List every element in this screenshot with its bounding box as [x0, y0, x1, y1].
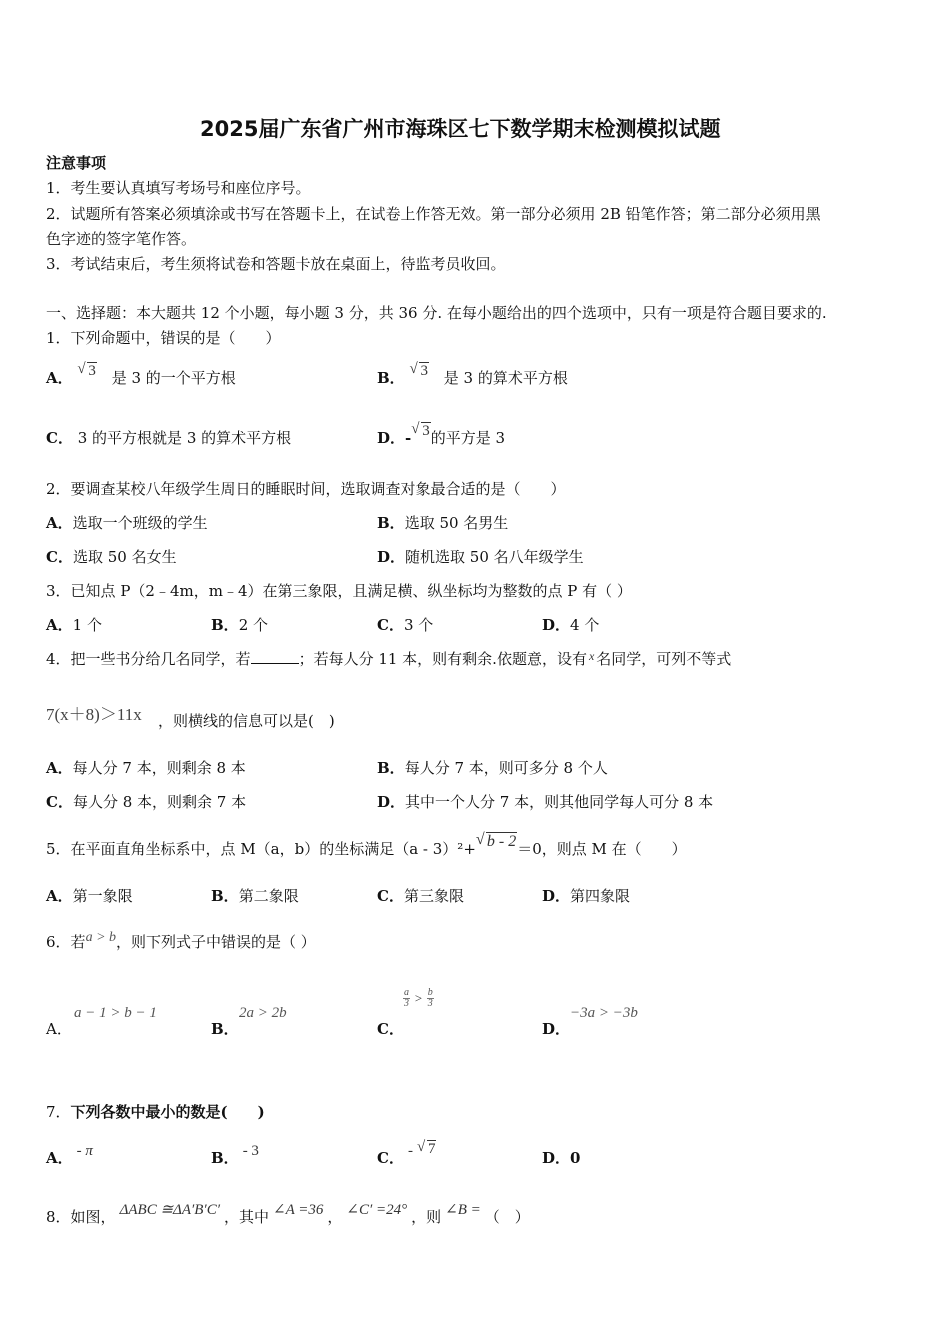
q4-option-a: A．每人分 7 本，则剩余 8 本 — [46, 759, 246, 777]
q4-option-c: C．每人分 8 本，则剩余 7 本 — [46, 793, 247, 811]
q7-option-c: C． - √ 7 — [377, 1139, 436, 1167]
option-label: D． — [377, 429, 406, 447]
question-number: 7． — [46, 1103, 71, 1121]
q6-option-c: $\frac{a}{3}$ > $\frac{b}{3}$ — [404, 987, 433, 1009]
q6-option-c-label: C． — [377, 1020, 404, 1038]
sqrt-expression: √ 3 — [411, 421, 430, 439]
q1-option-c — [46, 427, 291, 448]
sqrt-expression: √ b - 2 — [475, 831, 517, 850]
notice-item: 3．考试结束后，考生须将试卷和答题卡放在桌面上，待监考员收回。 — [46, 255, 506, 273]
q3-option-b: B．2 个 — [211, 616, 268, 634]
answer-blank — [251, 650, 299, 664]
q4-option-b: B．每人分 7 本，则可多分 8 个人 — [377, 759, 608, 777]
question-number: 2． — [46, 480, 71, 498]
question-8: 8．如图， ΔABC ≅ΔA′B′C′ ，其中 ∠A =36 ， ∠C′ =24° ，则 ∠B = （ ） — [46, 1202, 530, 1226]
q2-option-a: A．选取一个班级的学生 — [46, 514, 208, 532]
question-1 — [46, 327, 281, 348]
q2-option-b: B．选取 50 名男生 — [377, 514, 509, 532]
q5-option-d: D．第四象限 — [542, 887, 631, 905]
q5-option-a: A．第一象限 — [46, 887, 133, 905]
q6-option-a: a − 1 > b − 1 — [74, 1005, 157, 1021]
question-2 — [46, 478, 566, 499]
option-text: 是 3 的算术平方根 — [443, 369, 568, 387]
option-text: 3 的平方根就是 3 的算术平方根 — [77, 429, 292, 447]
page-title: 2025届广东省广州市海珠区七下数学期末检测模拟试题 — [200, 117, 721, 141]
option-text: 的平方是 3 — [430, 429, 506, 447]
q6-option-d-label: D． — [542, 1020, 571, 1038]
inequality: 7(x＋8)＞11x — [46, 705, 142, 724]
q2-option-c: C．选取 50 名女生 — [46, 548, 177, 566]
question-number: 8． — [46, 1208, 71, 1226]
q6-option-a-label: A． — [46, 1020, 72, 1038]
q7-option-b: B． - 3 — [211, 1143, 259, 1167]
question-number: 1． — [46, 329, 71, 347]
q6-option-d: −3a > −3b — [570, 1005, 638, 1021]
question-5: 5．在平面直角坐标系中，点 M（a，b）的坐标满足（a - 3）²+ √ b - 2＝0，则点 M 在（ ） — [46, 831, 687, 858]
question-stem: 下列命题中，错误的是（ ） — [70, 329, 281, 347]
q6-option-b: 2a > 2b — [239, 1005, 287, 1021]
notice-item: 1．考生要认真填写考场号和座位序号。 — [46, 179, 311, 197]
q3-option-d: D．4 个 — [542, 616, 600, 634]
sqrt-expression: √ 3 — [409, 361, 428, 379]
q3-option-a: A．1 个 — [46, 616, 102, 634]
option-text: 是 3 的一个平方根 — [111, 369, 236, 387]
q7-option-d: D．0 — [542, 1149, 581, 1167]
question-4-tail: ，则横线的信息可以是( ) — [158, 712, 335, 730]
q6-option-b-label: B． — [211, 1020, 239, 1038]
question-stem: 下列各数中最小的数是( ) — [70, 1103, 265, 1121]
question-3 — [46, 580, 632, 601]
question-6: 6．若a > b，则下列式子中错误的是（ ） — [46, 930, 316, 951]
question-7 — [46, 1101, 265, 1122]
question-number: 5． — [46, 840, 71, 858]
notice-heading: 注意事项 — [46, 154, 107, 172]
q1-option-a — [46, 361, 236, 388]
option-label: C． — [46, 429, 73, 447]
question-stem: 已知点 P（2﹣4m，m﹣4）在第三象限，且满足横、纵坐标均为整数的点 P 有（ ） — [70, 582, 632, 600]
question-number: 6． — [46, 933, 71, 951]
q2-option-d: D．随机选取 50 名八年级学生 — [377, 548, 584, 566]
section-heading: 一、选择题：本大题共 12 个小题，每小题 3 分，共 36 分. 在每小题给出的四个选项中，只有一项是符合题目要求的. — [46, 304, 827, 322]
q5-option-b: B．第二象限 — [211, 887, 299, 905]
option-label: A． — [46, 369, 73, 387]
q5-option-c: C．第三象限 — [377, 887, 464, 905]
question-number: 3． — [46, 582, 71, 600]
q4-option-d: D．其中一个人分 7 本，则其他同学每人可分 8 本 — [377, 793, 714, 811]
q7-option-a: A． - π — [46, 1143, 93, 1167]
sqrt-expression: √ 7 — [416, 1139, 436, 1157]
question-4: 4．把一些书分给几名同学，若 ；若每人分 11 本，则有剩余.依题意，设有 $^x$ 名同学，可列不等式 — [46, 649, 732, 668]
q1-option-d: D．- √ 3的平方是 3 — [377, 421, 506, 447]
notice-item: 色字迹的签字笔作答。 — [46, 230, 197, 248]
question-number: 4． — [46, 650, 71, 668]
question-stem: 要调查某校八年级学生周日的睡眠时间，选取调查对象最合适的是（ ） — [70, 480, 566, 498]
q3-option-c: C．3 个 — [377, 616, 434, 634]
option-label: B． — [377, 369, 405, 387]
sqrt-expression: √ 3 — [77, 361, 96, 379]
notice-item: 2．试题所有答案必须填涂或书写在答题卡上，在试卷上作答无效。第一部分必须用 2B 铅笔作答；第二部分必须用黑 — [46, 205, 821, 223]
q1-option-b — [377, 361, 568, 388]
